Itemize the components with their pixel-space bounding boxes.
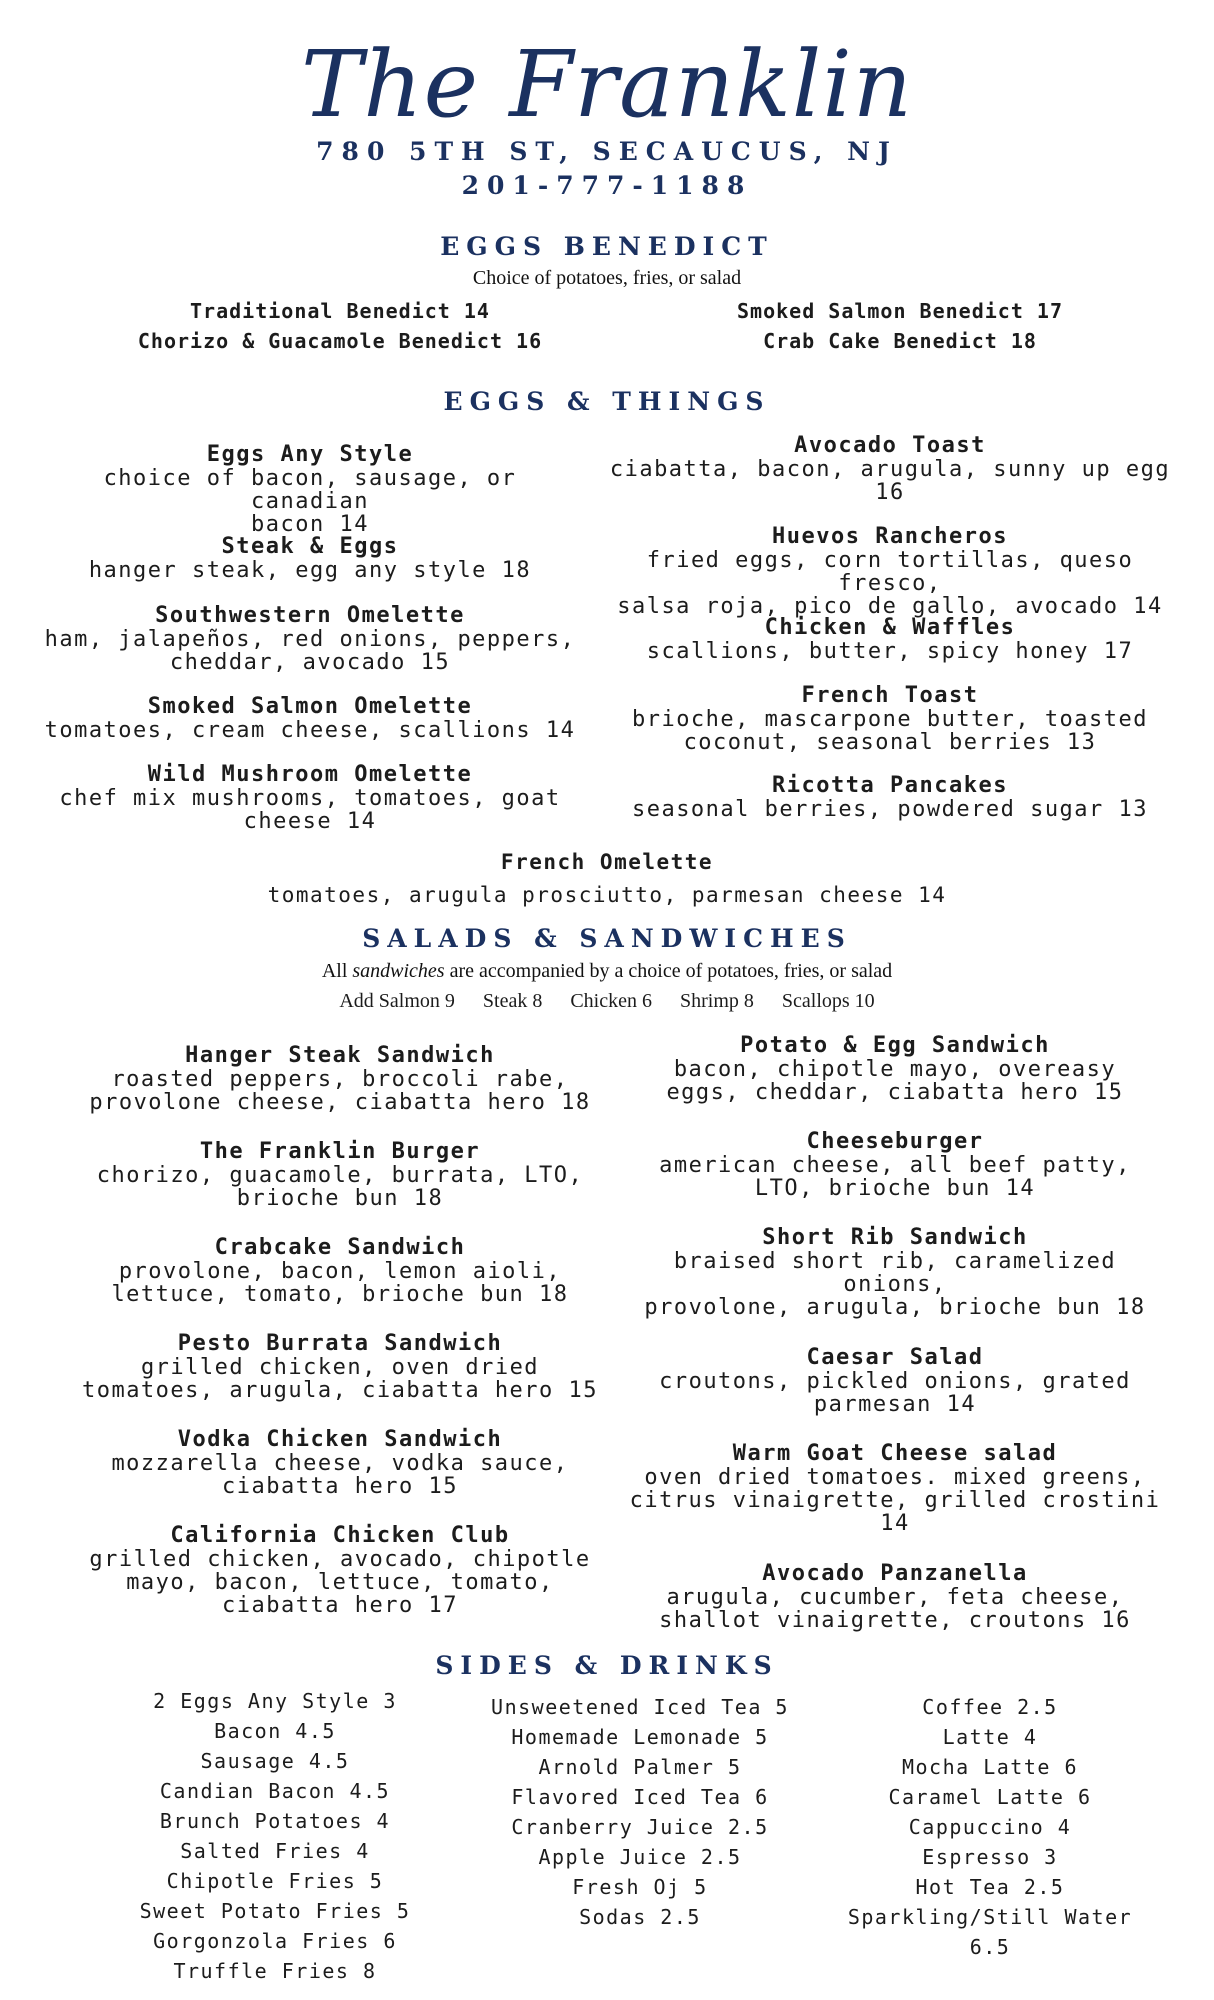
list-item: Cranberry Juice 2.5 (511, 1815, 769, 1839)
menu-item-smoked-salmon-omelette: Smoked Salmon Omelette tomatoes, cream cheese, scallions 14 (44, 694, 576, 743)
menu-item-avocado-panzanella: Avocado Panzanella arugula, cucumber, feta cheese, shallot vinaigrette, croutons 16 (659, 1561, 1131, 1633)
list-item: Brunch Potatoes 4 (159, 1809, 391, 1833)
list-item: Truffle Fries 8 (173, 1959, 377, 1983)
list-item: 2 Eggs Any Style 3 (153, 1689, 397, 1713)
menu-item-franklin-burger: The Franklin Burger chorizo, guacamole, burrata, LTO, brioche bun 18 (96, 1139, 584, 1211)
menu-item-hanger-steak-sandwich: Hanger Steak Sandwich roasted peppers, broccoli rabe, provolone cheese, ciabatta hero 18 (89, 1043, 591, 1115)
menu-item-pesto-burrata-sandwich: Pesto Burrata Sandwich grilled chicken, oven dried tomatoes, arugula, ciabatta hero 15 (81, 1331, 599, 1403)
list-item: Apple Juice 2.5 (538, 1845, 742, 1869)
cold-drinks-list (460, 1692, 820, 1932)
list-item: Salted Fries 4 (180, 1839, 370, 1863)
list-item: Sausage 4.5 (200, 1749, 350, 1773)
list-item: Caramel Latte 6 (888, 1785, 1092, 1809)
add-ons-row (0, 987, 1214, 1015)
phone-number: 201-777-1188 (461, 171, 753, 200)
list-item: Espresso 3 (922, 1845, 1058, 1869)
list-item: Candian Bacon 4.5 (159, 1779, 391, 1803)
list-item: Fresh Oj 5 (572, 1875, 708, 1899)
menu-item-southwestern-omelette: Southwestern Omelette ham, jalapeños, red onions, peppers, cheddar, avocado 15 (44, 603, 576, 675)
add-on: Scallops 10 (781, 990, 875, 1012)
menu-item-potato-egg-sandwich: Potato & Egg Sandwich bacon, chipotle mayo, overeasy eggs, cheddar, ciabatta hero 15 (666, 1033, 1124, 1105)
list-item: Hot Tea 2.5 (915, 1875, 1065, 1899)
hot-drinks-list (830, 1692, 1150, 1962)
list-item: Arnold Palmer 5 (538, 1755, 742, 1779)
add-on: Chicken 6 (570, 990, 652, 1012)
list-item: Bacon 4.5 (214, 1719, 336, 1743)
benedict-note: Choice of potatoes, fries, or salad (472, 267, 742, 289)
section-title-eggs-things: EGGS & THINGS (443, 387, 771, 416)
list-item: Coffee 2.5 (922, 1695, 1058, 1719)
address: 780 5TH ST, SECAUCUS, NJ (316, 137, 898, 166)
list-item: Sparkling/Still Water (847, 1905, 1133, 1929)
menu-item-chicken-waffles: Chicken & Waffles scallions, butter, spicy honey 17 (646, 615, 1134, 664)
sides-list (110, 1686, 440, 1986)
add-on: Shrimp 8 (679, 990, 754, 1012)
menu-item-crabcake-sandwich: Crabcake Sandwich provolone, bacon, lemon aioli, lettuce, tomato, brioche bun 18 (111, 1235, 569, 1307)
menu-item-french-omelette: French Omelette tomatoes, arugula prosciutto, parmesan cheese 14 (267, 850, 947, 907)
menu-item-short-rib-sandwich: Short Rib Sandwich braised short rib, caramelized onions, provolone, arugula, brioche bun 18 (644, 1225, 1146, 1320)
add-on: Add Salmon 9 (339, 990, 455, 1012)
menu-item-wild-mushroom-omelette: Wild Mushroom Omelette chef mix mushrooms, tomatoes, goat cheese 14 (59, 762, 561, 834)
benedict-right-column (640, 296, 1160, 356)
menu-item-caesar-salad: Caesar Salad croutons, pickled onions, grated parmesan 14 (659, 1345, 1131, 1417)
list-item: Latte 4 (942, 1725, 1038, 1749)
list-item: 6.5 (969, 1935, 1011, 1959)
menu-item-cheeseburger: Cheeseburger american cheese, all beef patty, LTO, brioche bun 14 (659, 1129, 1131, 1201)
menu-item-california-chicken-club: California Chicken Club grilled chicken, avocado, chipotle mayo, bacon, lettuce, tomato, ciabatta hero 17 (89, 1523, 591, 1618)
menu-item-steak-eggs: Steak & Eggs hanger steak, egg any style 18 (88, 534, 532, 583)
list-item: Sweet Potato Fries 5 (139, 1899, 411, 1923)
list-item: Flavored Iced Tea 6 (511, 1785, 769, 1809)
menu-item-vodka-chicken-sandwich: Vodka Chicken Sandwich mozzarella cheese, vodka sauce, ciabatta hero 15 (111, 1427, 569, 1499)
menu-item: Traditional Benedict 14 (190, 299, 490, 323)
section-title-salads-sandwiches: SALADS & SANDWICHES (362, 924, 852, 953)
menu-item: Smoked Salmon Benedict 17 (736, 299, 1064, 323)
add-on: Steak 8 (482, 990, 543, 1012)
list-item: Chipotle Fries 5 (166, 1869, 384, 1893)
menu-item-eggs-any-style: Eggs Any Style choice of bacon, sausage, or canadian bacon 14 (103, 442, 517, 537)
list-item: Unsweetened Iced Tea 5 (491, 1695, 789, 1719)
menu-item: Crab Cake Benedict 18 (763, 329, 1037, 353)
list-item: Homemade Lemonade 5 (511, 1725, 769, 1749)
sandwich-note: All sandwiches are accompanied by a choice of potatoes, fries, or salad (321, 960, 893, 982)
list-item: Gorgonzola Fries 6 (153, 1929, 397, 1953)
section-title-sides-drinks: SIDES & DRINKS (435, 1651, 779, 1680)
menu-item: Chorizo & Guacamole Benedict 16 (137, 329, 543, 353)
menu-item-huevos-rancheros: Huevos Rancheros fried eggs, corn tortillas, queso fresco, salsa roja, pico de gallo, avocado 14 (617, 524, 1163, 619)
list-item: Sodas 2.5 (579, 1905, 701, 1929)
benedict-left-column (80, 296, 600, 356)
menu-item-avocado-toast: Avocado Toast ciabatta, bacon, arugula, sunny up egg 16 (609, 433, 1171, 505)
section-title-eggs-benedict: EGGS BENEDICT (440, 232, 774, 261)
restaurant-logo: The Franklin (300, 31, 914, 138)
menu-item-warm-goat-cheese-salad: Warm Goat Cheese salad oven dried tomatoes. mixed greens, citrus vinaigrette, grilled crostini 14 (629, 1441, 1161, 1536)
list-item: Mocha Latte 6 (901, 1755, 1079, 1779)
list-item: Cappuccino 4 (908, 1815, 1072, 1839)
menu-item-ricotta-pancakes: Ricotta Pancakes seasonal berries, powdered sugar 13 (631, 773, 1149, 822)
menu-item-french-toast: French Toast brioche, mascarpone butter, toasted coconut, seasonal berries 13 (631, 683, 1149, 755)
